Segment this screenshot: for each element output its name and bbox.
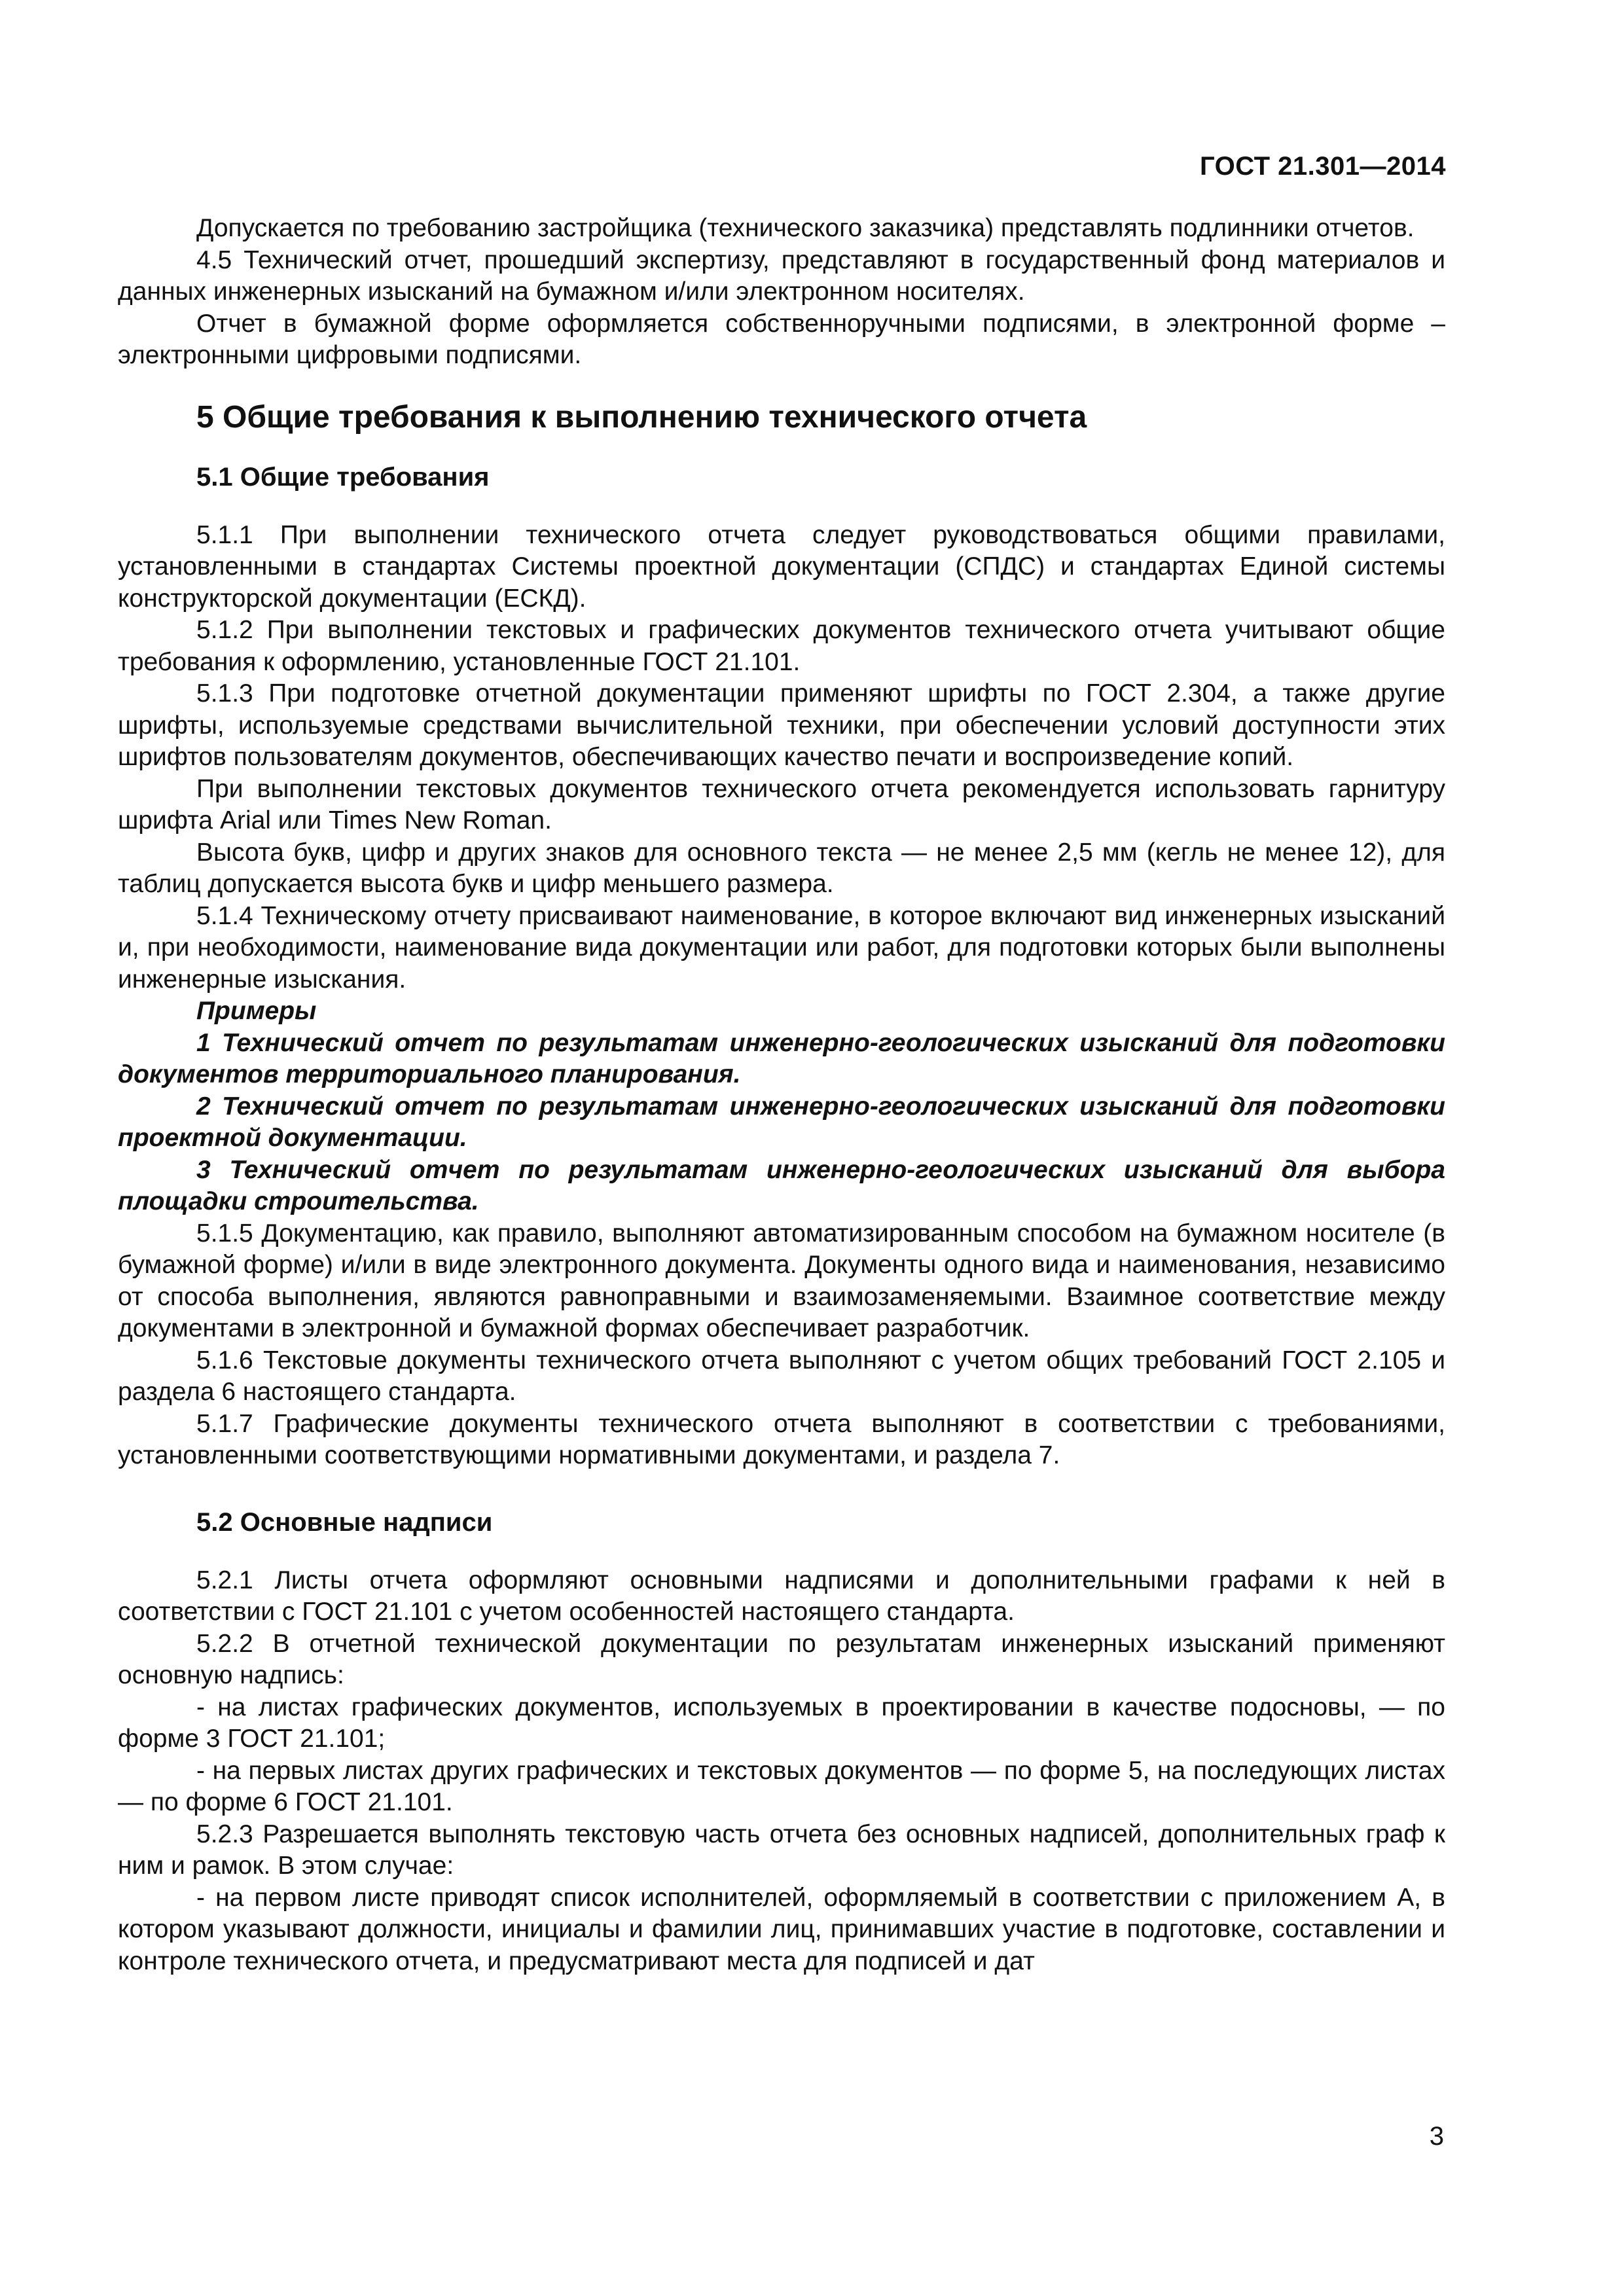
paragraph: Высота букв, цифр и других знаков для основного текста — не менее 2,5 мм (кегль не менее 12), для таблиц допускается высота букв и цифр меньшего размера. — [118, 838, 1445, 898]
paragraph: - на первом листе приводят список исполнителей, оформляемый в соответствии с приложением А, в котором указывают должности, инициалы и фамилии лиц, принимавших участие в подготовке, составлении и контроле технического отчета, и предусматривают места для подписей и дат — [118, 1883, 1445, 1975]
subsection-heading: 5.2 Основные надписи — [196, 1507, 493, 1537]
spacer — [118, 1539, 1445, 1565]
paragraph: При выполнении текстовых документов технического отчета рекомендуется использовать гарнитуру шрифта Arial или Times New Roman. — [118, 774, 1445, 834]
paragraph: 5.1.6 Текстовые документы технического отчета выполняют с учетом общих требований ГОСТ 2.105 и раздела 6 настоящего стандарта. — [118, 1346, 1445, 1406]
paragraph: 5.2.2 В отчетной технической документации по результатам инженерных изысканий применяют основную надпись: — [118, 1629, 1445, 1689]
document-code-header: ГОСТ 21.301—2014 — [1199, 152, 1446, 181]
paragraph: 5.2.1 Листы отчета оформляют основными надписями и дополнительными графами к ней в соответствии с ГОСТ 21.101 с учетом особенностей настоящего стандарта. — [118, 1566, 1445, 1626]
spacer — [118, 493, 1445, 520]
subsection-heading: 5.1 Общие требования — [196, 462, 490, 492]
spacer — [118, 1472, 1445, 1506]
paragraph: 5.1.7 Графические документы технического отчета выполняют в соответствии с требованиями, установленными соответствующими нормативными документами, и раздела 7. — [118, 1409, 1445, 1469]
example-item: 1 Технический отчет по результатам инженерно-геологических изысканий для подготовки документов территориального планирования. — [118, 1028, 1445, 1088]
paragraph: Допускается по требованию застройщика (технического заказчика) представлять подлинники отчетов. — [196, 214, 1415, 242]
page-number: 3 — [1429, 2122, 1444, 2151]
examples-label: Примеры — [196, 997, 317, 1025]
section-heading: 5 Общие требования к выполнению технического отчета — [196, 399, 1087, 435]
paragraph: 5.2.3 Разрешается выполнять текстовую часть отчета без основных надписей, дополнительных граф к ним и рамок. В этом случае: — [118, 1820, 1445, 1880]
paragraph: 5.1.1 При выполнении технического отчета следует руководствоваться общими правилами, установленными в стандартах Системы проектной документации (СПДС) и стандартах Единой системы конструкторской документации (ЕСКД). — [118, 520, 1445, 613]
paragraph: 5.1.3 При подготовке отчетной документации применяют шрифты по ГОСТ 2.304, а также другие шрифты, используемые средствами вычислительной техники, при обеспечении условий доступности этих шрифтов пользователям документов, обеспечивающих качество печати и воспроизведение копий. — [118, 679, 1445, 771]
paragraph: 5.1.2 При выполнении текстовых и графических документов технического отчета учитывают общие требования к оформлению, установленные ГОСТ 21.101. — [118, 616, 1445, 676]
paragraph: Отчет в бумажной форме оформляется собственноручными подписями, в электронной форме – электронными цифровыми подписями. — [118, 309, 1445, 369]
paragraph: - на листах графических документов, используемых в проектировании в качестве подосновы, — по форме 3 ГОСТ 21.101; — [118, 1693, 1445, 1753]
example-item: 3 Технический отчет по результатам инженерно-геологических изысканий для выбора площадки строительства. — [118, 1155, 1445, 1215]
example-item: 2 Технический отчет по результатам инженерно-геологических изысканий для подготовки проектной документации. — [118, 1092, 1445, 1152]
paragraph: 5.1.5 Документацию, как правило, выполняют автоматизированным способом на бумажном носителе (в бумажной форме) и/или в виде электронного документа. Документы одного вида и наименования, независимо от способа выполнения, являются равноправными и взаимозаменяемыми. Взаимное соответствие между документами в электронной и бумажной формах обеспечивает разработчик. — [118, 1219, 1445, 1342]
paragraph: 5.1.4 Техническому отчету присваивают наименование, в которое включают вид инженерных изысканий и, при необходимости, наименование вида документации или работ, для подготовки которых были выполнены инженерные изыскания. — [118, 901, 1445, 994]
paragraph: - на первых листах других графических и текстовых документов — по форме 5, на последующих листах — по форме 6 ГОСТ 21.101. — [118, 1756, 1445, 1816]
paragraph: 4.5 Технический отчет, прошедший экспертизу, представляют в государственный фонд материалов и данных инженерных изысканий на бумажном и/или электронном носителях. — [118, 245, 1445, 306]
document-body — [118, 213, 1445, 1977]
